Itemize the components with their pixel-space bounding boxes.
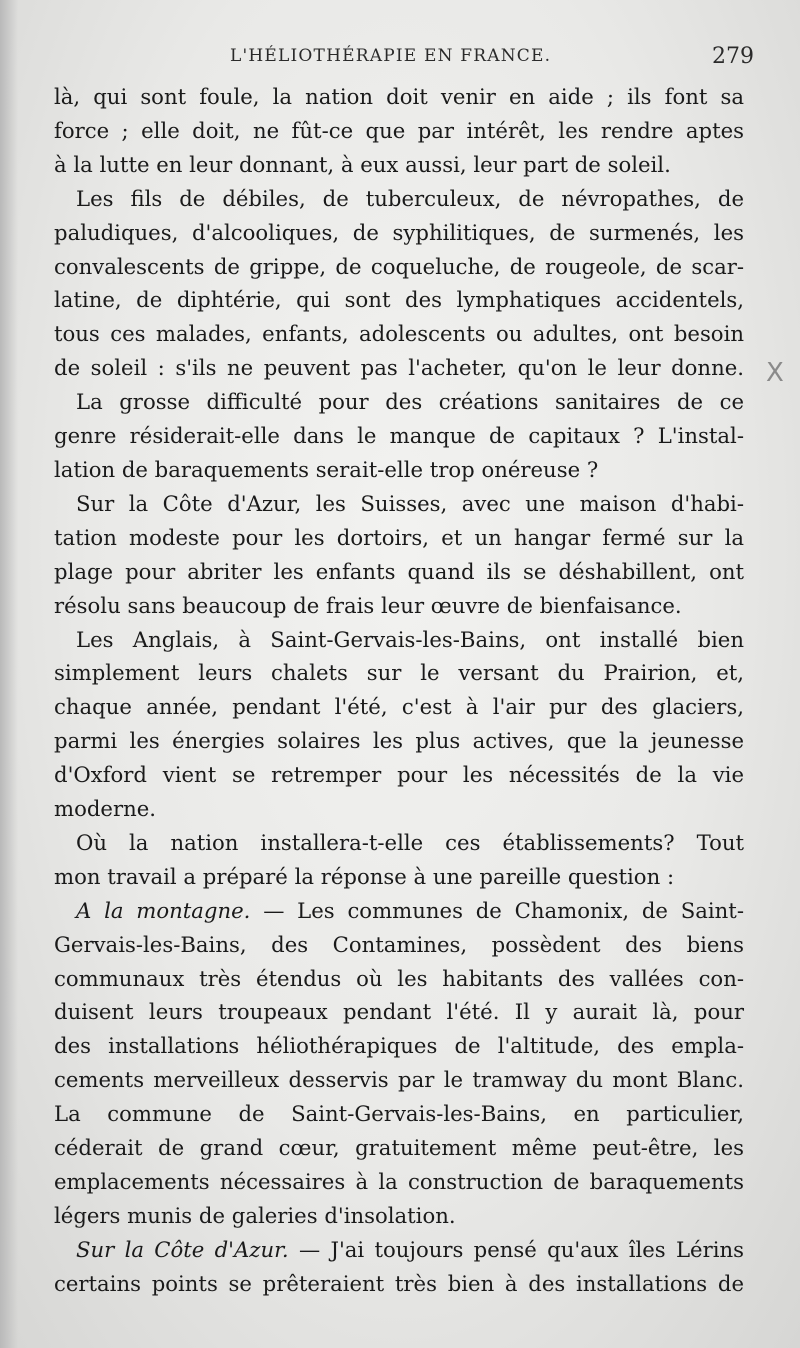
- text-line: céderait de grand cœur, gratuitement même peut-être, les: [54, 1135, 744, 1161]
- text-line: duisent leurs troupeaux pendant l'été. Il y aurait là, pour: [54, 999, 744, 1025]
- text-line-rest: — J'ai toujours pensé qu'aux îles Lérins: [298, 1236, 744, 1262]
- text-line: chaque année, pendant l'été, c'est à l'air pur des glaciers,: [54, 694, 744, 720]
- text-line: La grosse difficulté pour des créations sanitaires de ce: [76, 389, 744, 415]
- text-line: lation de baraquements serait-elle trop onéreuse ?: [54, 456, 599, 482]
- text-line-rest: — Les communes de Chamonix, de Saint-: [263, 897, 744, 923]
- text-line: communaux très étendus où les habitants des vallées con-: [54, 965, 744, 991]
- text-line: emplacements nécessaires à la construction de baraquements: [54, 1169, 744, 1194]
- body-text: [54, 80, 744, 1301]
- margin-annotation: X: [766, 358, 784, 388]
- text-line: plage pour abriter les enfants quand ils se déshabillent, ont: [54, 558, 744, 584]
- page-edge-shadow: [0, 0, 18, 1348]
- text-line: force ; elle doit, ne fût-ce que par intérêt, les rendre aptes: [54, 117, 744, 143]
- italic-heading-cote: Sur la Côte d'Azur.: [76, 1236, 289, 1262]
- text-line: latine, de diphtérie, qui sont des lymphatiques accidentels,: [54, 287, 744, 313]
- text-line: à la lutte en leur donnant, à eux aussi, leur part de soleil.: [54, 151, 671, 177]
- text-line: Gervais-les-Bains, des Contamines, possèdent des biens: [54, 931, 744, 957]
- text-line: simplement leurs chalets sur le versant du Prairion, et,: [54, 660, 744, 686]
- text-line: légers munis de galeries d'insolation.: [54, 1202, 456, 1228]
- text-line: moderne.: [54, 796, 156, 822]
- text-line: certains points se prêteraient très bien à des installations de: [54, 1270, 744, 1296]
- text-line: de soleil : s'ils ne peuvent pas l'acheter, qu'on le leur donne.: [54, 355, 744, 381]
- text-line: tation modeste pour les dortoirs, et un hangar fermé sur la: [54, 524, 744, 550]
- text-line: d'Oxford vient se retremper pour les nécessités de la vie: [54, 762, 744, 788]
- text-line: convalescents de grippe, de coqueluche, de rougeole, de scar-: [54, 253, 744, 279]
- text-line: Les Anglais, à Saint-Gervais-les-Bains, ont installé bien: [76, 626, 744, 652]
- text-line: parmi les énergies solaires les plus actives, que la jeunesse: [54, 728, 744, 754]
- text-line: genre résiderait-elle dans le manque de capitaux ? L'instal-: [54, 423, 744, 449]
- text-line: des installations héliothérapiques de l'altitude, des empla-: [54, 1033, 744, 1059]
- text-line: paludiques, d'alcooliques, de syphilitiques, de surmenés, les: [54, 219, 744, 245]
- running-title: L'HÉLIOTHÉRAPIE EN FRANCE.: [230, 46, 552, 66]
- text-line: mon travail a préparé la réponse à une pareille question :: [54, 863, 675, 889]
- text-line: cements merveilleux desservis par le tramway du mont Blanc.: [54, 1067, 744, 1093]
- text-line: résolu sans beaucoup de frais leur œuvre de bienfaisance.: [54, 592, 682, 618]
- text-line: Où la nation installera-t-elle ces établissements? Tout: [76, 829, 744, 855]
- running-head: [54, 44, 754, 74]
- text-line: Sur la Côte d'Azur, les Suisses, avec une maison d'habi-: [76, 490, 744, 516]
- text-line: La commune de Saint-Gervais-les-Bains, en particulier,: [54, 1101, 744, 1127]
- text-line: Les fils de débiles, de tuberculeux, de névropathes, de: [76, 185, 744, 211]
- italic-heading-montagne: A la montagne.: [76, 897, 251, 923]
- text-line: là, qui sont foule, la nation doit venir en aide ; ils font sa: [54, 84, 744, 109]
- page-number: 279: [712, 44, 754, 69]
- text-line: [54, 1233, 744, 1267]
- text-line: tous ces malades, enfants, adolescents ou adultes, ont besoin: [54, 321, 744, 347]
- text-line: [54, 894, 744, 928]
